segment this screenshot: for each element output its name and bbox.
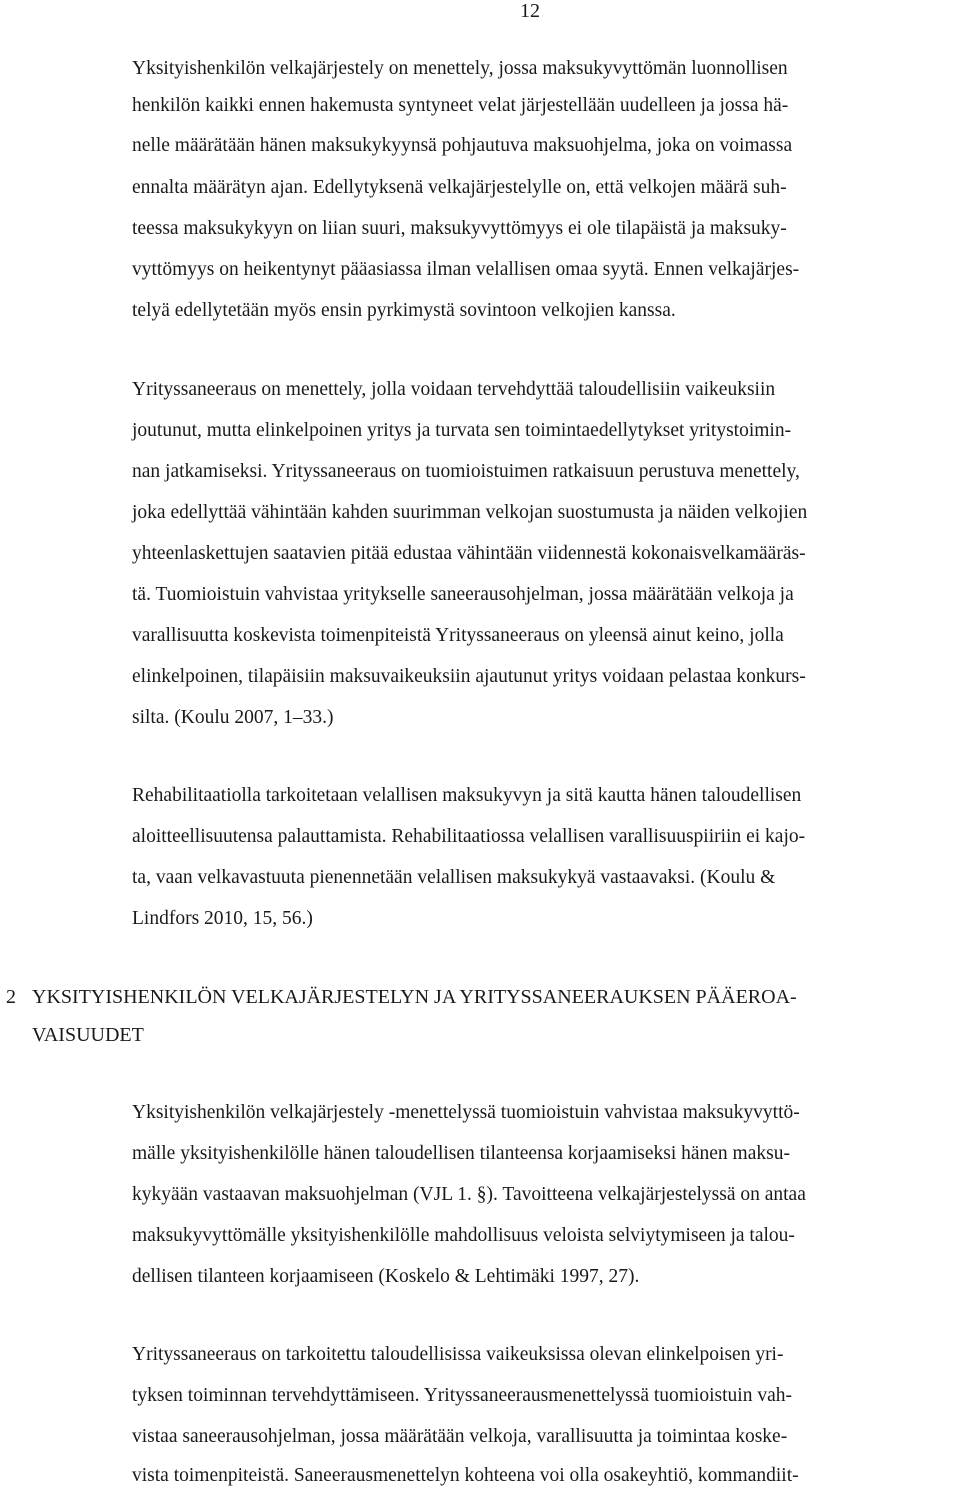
- text-line: maksukyvyttömälle yksityishenkilölle mahdollisuus veloista selviytymiseen ja talou-: [132, 1225, 795, 1246]
- text-line: joutunut, mutta elinkelpoinen yritys ja turvata sen toimintaedellytykset yritystoimin-: [132, 420, 792, 441]
- text-line: nan jatkamiseksi. Yrityssaneeraus on tuomioistuimen ratkaisuun perustuva menettely,: [132, 461, 800, 482]
- page-number: 12: [520, 0, 540, 22]
- text-line: ta, vaan velkavastuuta pienennetään velallisen maksukykyä vastaavaksi. (Koulu &: [132, 867, 776, 888]
- text-line: Lindfors 2010, 15, 56.): [132, 908, 313, 929]
- text-line: ennalta määrätyn ajan. Edellytyksenä velkajärjestelylle on, että velkojen määrä suh-: [132, 177, 787, 198]
- text-line: yhteenlaskettujen saatavien pitää edustaa vähintään viidennestä kokonaisvelkamääräs-: [132, 543, 806, 564]
- text-line: Yrityssaneeraus on tarkoitettu taloudellisissa vaikeuksissa olevan elinkelpoisen yri-: [132, 1344, 784, 1365]
- text-line: Yksityishenkilön velkajärjestely -menettelyssä tuomioistuin vahvistaa maksukyvyttö-: [132, 1102, 800, 1123]
- text-line: elinkelpoinen, tilapäisiin maksuvaikeuksiin ajautunut yritys voidaan pelastaa konkurs-: [132, 666, 806, 687]
- text-line: dellisen tilanteen korjaamiseen (Koskelo & Lehtimäki 1997, 27).: [132, 1266, 640, 1287]
- text-line: nelle määrätään hänen maksukykyynsä pohjautuva maksuohjelma, joka on voimassa: [132, 135, 793, 156]
- text-line: joka edellyttää vähintään kahden suurimman velkojan suostumusta ja näiden velkojien: [132, 502, 808, 523]
- text-line: Yksityishenkilön velkajärjestely on menettely, jossa maksukyvyttömän luonnollisen: [132, 58, 788, 79]
- text-line: Rehabilitaatiolla tarkoitetaan velallisen maksukyvyn ja sitä kautta hänen taloudellisen: [132, 785, 802, 806]
- text-line: varallisuutta koskevista toimenpiteistä Yrityssaneeraus on yleensä ainut keino, jolla: [132, 625, 784, 646]
- text-line: vyttömyys on heikentynyt pääasiassa ilman velallisen omaa syytä. Ennen velkajärjes-: [132, 259, 800, 280]
- text-line: Yrityssaneeraus on menettely, jolla voidaan tervehdyttää taloudellisiin vaikeuksiin: [132, 379, 776, 400]
- section-heading-number: 2: [6, 986, 16, 1008]
- text-line: tyksen toiminnan tervehdyttämiseen. Yrityssaneerausmenettelyssä tuomioistuin vah-: [132, 1385, 792, 1406]
- text-line: kykyään vastaavan maksuohjelman (VJL 1. §). Tavoitteena velkajärjestelyssä on antaa: [132, 1184, 806, 1205]
- text-line: henkilön kaikki ennen hakemusta syntyneet velat järjestellään uudelleen ja jossa hä-: [132, 95, 789, 116]
- text-line: aloitteellisuutensa palauttamista. Rehabilitaatiossa velallisen varallisuuspiiriin ei kajo-: [132, 826, 806, 847]
- section-heading-text: YKSITYISHENKILÖN VELKAJÄRJESTELYN JA YRITYSSANEERAUKSEN PÄÄEROA-: [32, 986, 797, 1008]
- text-line: vistaa saneerausohjelman, jossa määrätään velkoja, varallisuutta ja toimintaa koske-: [132, 1426, 788, 1447]
- text-line: telyä edellytetään myös ensin pyrkimystä sovintoon velkojien kanssa.: [132, 300, 676, 321]
- text-line: mälle yksityishenkilölle hänen taloudellisen tilanteensa korjaamiseksi hänen maksu-: [132, 1143, 790, 1164]
- text-line: teessa maksukykyyn on liian suuri, maksukyvyttömyys ei ole tilapäistä ja maksuky-: [132, 218, 787, 239]
- text-line: silta. (Koulu 2007, 1–33.): [132, 707, 334, 728]
- text-line: tä. Tuomioistuin vahvistaa yritykselle saneerausohjelman, jossa määrätään velkoja ja: [132, 584, 794, 605]
- text-line: vista toimenpiteistä. Saneerausmenettelyn kohteena voi olla osakeyhtiö, kommandiit-: [132, 1465, 799, 1486]
- section-heading-text: VAISUUDET: [32, 1024, 144, 1046]
